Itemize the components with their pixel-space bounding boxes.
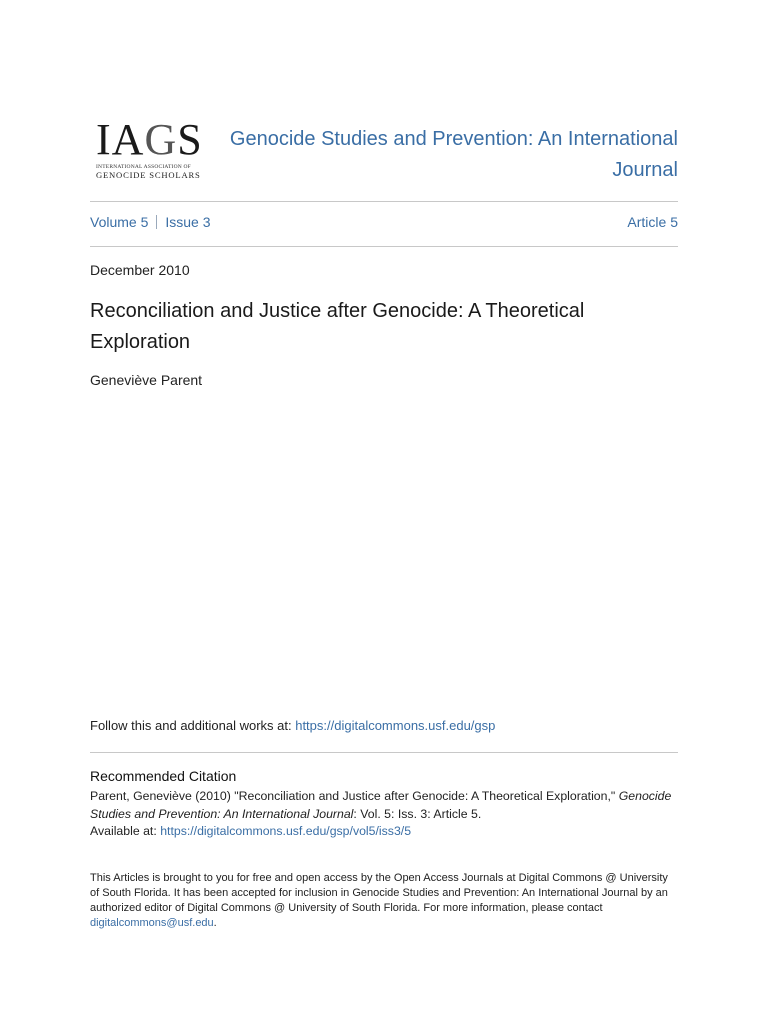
logo-letters-ia: IA bbox=[96, 115, 145, 164]
logo-subtitle-1: INTERNATIONAL ASSOCIATION OF bbox=[96, 164, 191, 170]
divider-citation bbox=[90, 752, 678, 753]
iags-logo bbox=[96, 115, 214, 180]
journal-title-link[interactable]: Genocide Studies and Prevention: An International Journal bbox=[229, 128, 678, 181]
available-link[interactable]: https://digitalcommons.usf.edu/gsp/vol5/iss3/5 bbox=[160, 824, 412, 838]
issue-link[interactable]: Issue 3 bbox=[165, 214, 211, 230]
volume-issue-bar bbox=[90, 212, 678, 232]
footer-text: This Articles is brought to you for free and open access by the Open Access Journals at Digital Commons @ University of South Florida. It has been accepted for inclusion in Genocide Studies and Prevention: An International Journal by an authorized editor of Digital Commons @ University of South Florida. For more information, please contact bbox=[90, 872, 668, 914]
footer-end: . bbox=[213, 917, 217, 929]
footer-notice bbox=[90, 871, 678, 931]
follow-link[interactable]: https://digitalcommons.usf.edu/gsp bbox=[295, 718, 496, 733]
citation-suffix: : Vol. 5: Iss. 3: Article 5. bbox=[353, 806, 482, 821]
logo-letter-g: G bbox=[144, 115, 178, 164]
available-label: Available at: bbox=[90, 824, 161, 838]
citation-text bbox=[90, 788, 678, 841]
divider-top bbox=[90, 201, 678, 202]
publication-date: December 2010 bbox=[90, 262, 190, 278]
volume-link[interactable]: Volume 5 bbox=[90, 214, 149, 230]
cover-page bbox=[90, 0, 678, 1024]
article-link[interactable]: Article 5 bbox=[627, 214, 678, 230]
follow-line bbox=[90, 718, 495, 733]
citation-prefix: Parent, Geneviève (2010) "Reconciliation and Justice after Genocide: A Theoretical Exploration," bbox=[90, 789, 619, 803]
citation-journal: Genocide Studies and Prevention: An International Journal bbox=[90, 789, 672, 821]
recommended-citation-heading: Recommended Citation bbox=[90, 768, 237, 784]
author: Geneviève Parent bbox=[90, 372, 203, 388]
follow-text: Follow this and additional works at: bbox=[90, 718, 296, 733]
article-title: Reconciliation and Justice after Genocide: A Theoretical Exploration bbox=[90, 300, 585, 353]
logo-letters bbox=[96, 115, 214, 164]
contact-email-link[interactable]: digitalcommons@usf.edu bbox=[90, 917, 214, 929]
header bbox=[90, 112, 678, 182]
logo-subtitle-2: GENOCIDE SCHOLARS bbox=[96, 170, 201, 180]
divider-volume bbox=[90, 246, 678, 247]
logo-letter-s: S bbox=[177, 115, 203, 164]
separator bbox=[156, 215, 157, 229]
